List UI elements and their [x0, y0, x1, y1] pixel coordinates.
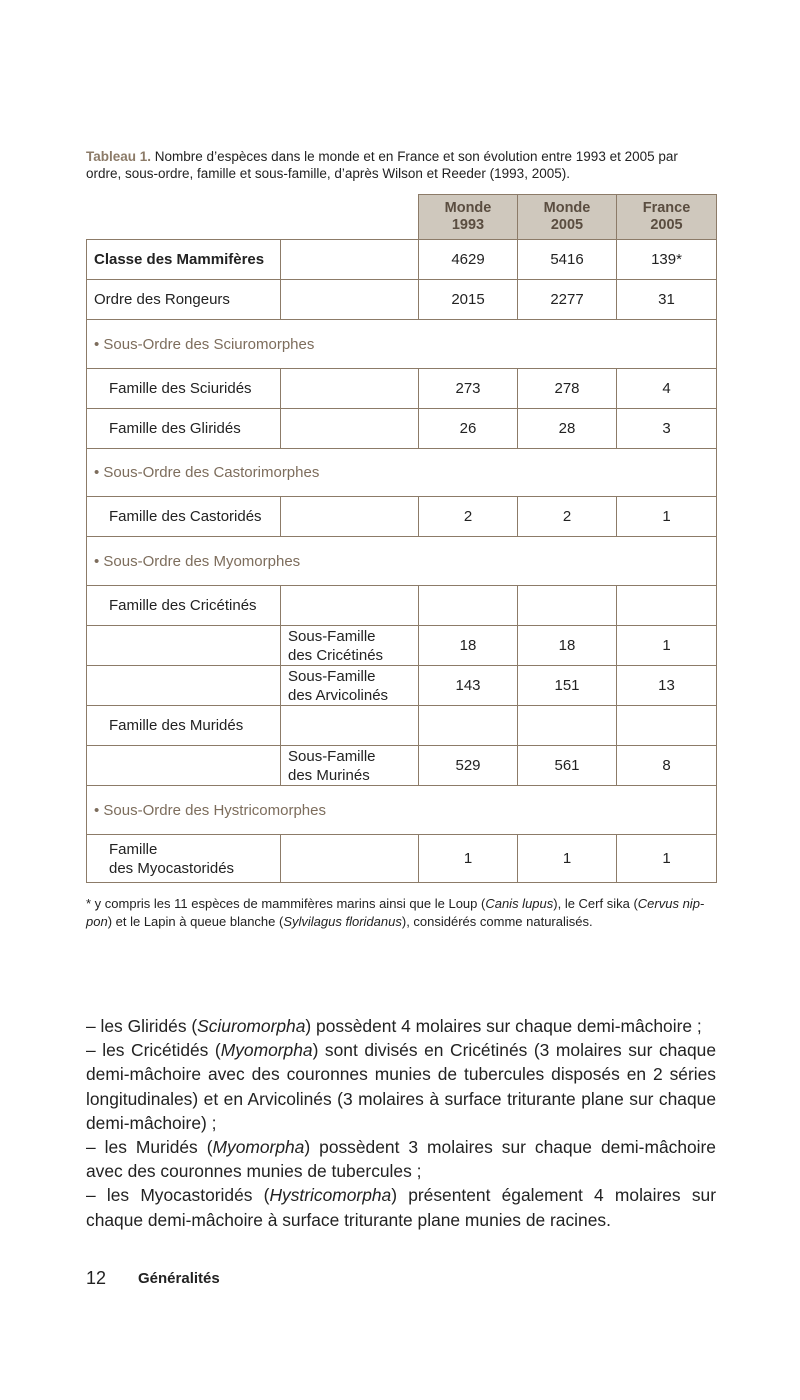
subfamily-label: Sous-Famille des Cricétinés	[281, 626, 419, 666]
section-title: Généralités	[138, 1270, 220, 1287]
table-row	[87, 746, 717, 786]
cell-value: 2	[518, 497, 617, 537]
cell-value: 13	[617, 666, 717, 706]
cell-value: 18	[518, 626, 617, 666]
header-monde-1993: Monde 1993	[419, 195, 518, 240]
row-label: Ordre des Rongeurs	[87, 280, 281, 320]
table-row	[87, 369, 717, 409]
table-row	[87, 449, 717, 497]
body-text	[86, 1014, 716, 1232]
cell-value: 273	[419, 369, 518, 409]
cell-value: 1	[617, 626, 717, 666]
suborder-label: • Sous-Ordre des Castorimorphes	[87, 449, 717, 497]
cell-value: 1	[617, 835, 717, 883]
table-row	[87, 626, 717, 666]
table-row	[87, 497, 717, 537]
paragraph: – les Cricétidés (Myomorpha) sont divisés en Cricétinés (3 molaires sur chaque demi-mâchoire avec des couronnes munies de tubercules disposés en 2 séries longitudinales) et en Arvicolinés (3 molaires à surface triturante plane sur chaque demi-mâchoire) ;	[86, 1040, 716, 1133]
cell-value: 31	[617, 280, 717, 320]
row-label: Famille des Muridés	[87, 706, 281, 746]
cell-value: 561	[518, 746, 617, 786]
cell-value: 18	[419, 626, 518, 666]
table-row	[87, 240, 717, 280]
row-label: Famille des Cricétinés	[87, 586, 281, 626]
paragraph: – les Muridés (Myomorpha) possèdent 3 molaires sur chaque demi-mâchoire avec des couronnes munies de tubercules ;	[86, 1137, 716, 1182]
cell-value: 143	[419, 666, 518, 706]
paragraph: – les Gliridés (Sciuromorpha) possèdent 4 molaires sur chaque demi-mâchoire ;	[86, 1016, 702, 1036]
species-table	[86, 194, 717, 883]
suborder-label: • Sous-Ordre des Myomorphes	[87, 537, 717, 586]
row-label: Famille des Castoridés	[87, 497, 281, 537]
cell-value: 2277	[518, 280, 617, 320]
cell-value: 1	[518, 835, 617, 883]
table-caption	[86, 148, 716, 182]
cell-value: 4	[617, 369, 717, 409]
table-row	[87, 706, 717, 746]
header-empty	[87, 195, 419, 240]
cell-value: 3	[617, 409, 717, 449]
table-row	[87, 666, 717, 706]
row-label: Famille des Gliridés	[87, 409, 281, 449]
cell-value: 139*	[617, 240, 717, 280]
row-label: Classe des Mammifères	[87, 240, 281, 280]
table-footnote: * y compris les 11 espèces de mammifères marins ainsi que le Loup (Canis lupus), le Cerf sika (Cervus nip-pon) et le Lapin à queue blanche (Sylvilagus floridanus), considérés comme naturalisés.	[86, 896, 705, 929]
table-row	[87, 280, 717, 320]
cell-value: 4629	[419, 240, 518, 280]
subfamily-label: Sous-Famille des Arvicolinés	[281, 666, 419, 706]
cell-value: 2015	[419, 280, 518, 320]
suborder-label: • Sous-Ordre des Hystricomorphes	[87, 786, 717, 835]
table-header-row	[87, 195, 717, 240]
cell-value: 2	[419, 497, 518, 537]
cell-value: 8	[617, 746, 717, 786]
cell-value: 151	[518, 666, 617, 706]
table-row	[87, 786, 717, 835]
suborder-label: • Sous-Ordre des Sciuromorphes	[87, 320, 717, 369]
cell-value: 26	[419, 409, 518, 449]
table-row	[87, 320, 717, 369]
cell-value: 1	[617, 497, 717, 537]
paragraph: – les Myocastoridés (Hystricomorpha) présentent également 4 molaires sur chaque demi-mâchoire à surface triturante plane munies de racines.	[86, 1185, 716, 1230]
table-row	[87, 835, 717, 883]
page-number: 12	[86, 1268, 107, 1288]
row-label: Famille des Sciuridés	[87, 369, 281, 409]
row-label: Famille des Myocastoridés	[87, 835, 281, 883]
caption-label: Tableau 1.	[86, 149, 152, 164]
header-france-2005: France 2005	[617, 195, 717, 240]
cell-value: 28	[518, 409, 617, 449]
cell-value: 529	[419, 746, 518, 786]
cell-value: 5416	[518, 240, 617, 280]
header-monde-2005: Monde 2005	[518, 195, 617, 240]
cell-value: 1	[419, 835, 518, 883]
table-row	[87, 586, 717, 626]
table-row	[87, 537, 717, 586]
subfamily-label: Sous-Famille des Murinés	[281, 746, 419, 786]
caption-text: Nombre d’espèces dans le monde et en France et son évolution entre 1993 et 2005 par ordre, sous-ordre, famille et sous-famille, d’après Wilson et Reeder (1993, 2005).	[86, 149, 678, 181]
cell-value: 278	[518, 369, 617, 409]
table-row	[87, 409, 717, 449]
